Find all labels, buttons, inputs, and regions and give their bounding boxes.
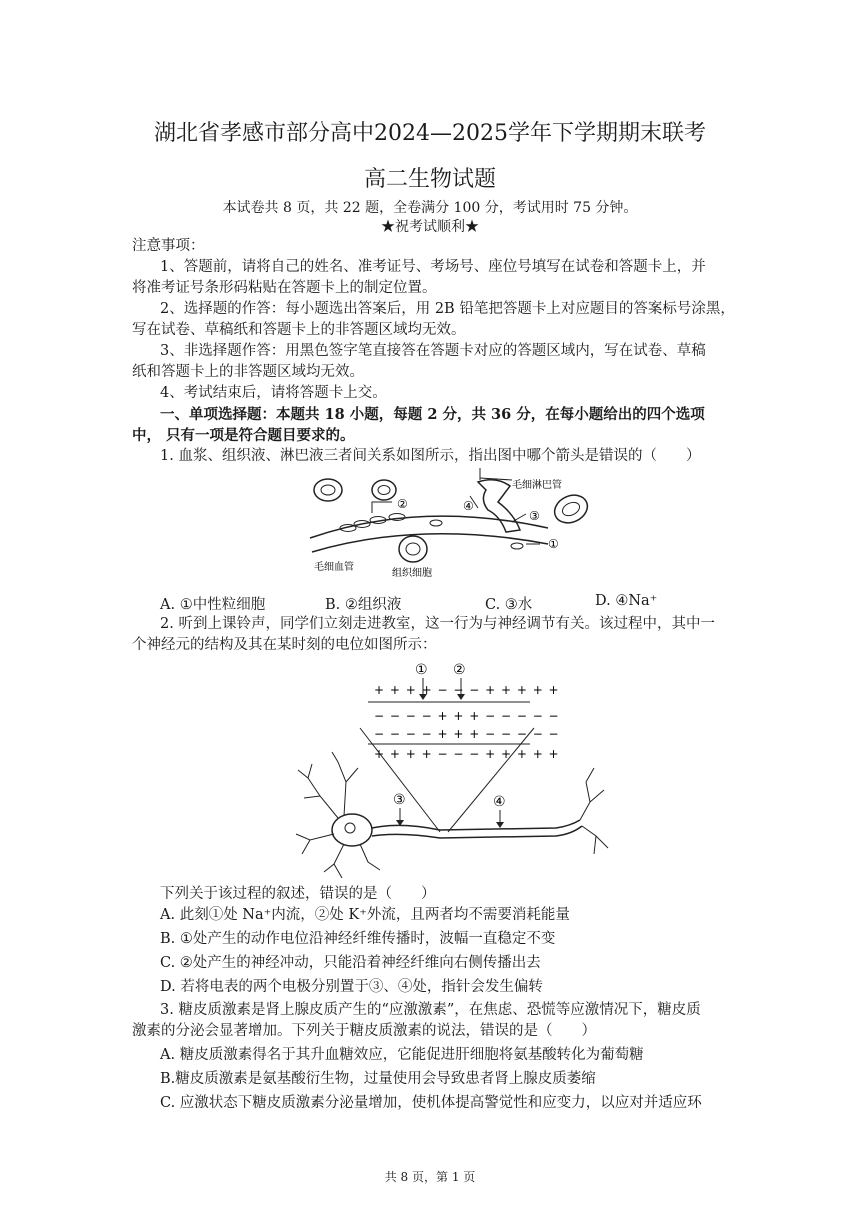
marker-4: ④	[493, 794, 506, 810]
marker-1: ①	[548, 537, 559, 551]
notice-item: 4、考试结束后，请将答题卡上交。	[160, 385, 387, 401]
section-heading-cont: 中， 只有一项是符合题目要求的。	[132, 427, 355, 444]
notice-item: 写在试卷、草稿纸和答题卡上的非答题区域均无效。	[132, 322, 466, 338]
page-footer: 共 8 页，第 1 页	[384, 1170, 476, 1184]
q2-option-b[interactable]: B. ①处产生的动作电位沿神经纤维传播时，波幅一直稳定不变	[160, 931, 556, 947]
exam-wish: ★祝考试顺利★	[381, 219, 479, 235]
blood-capillary-label: 毛细血管	[314, 562, 354, 573]
question-2-stem: 2. 听到上课铃声，同学们立刻走进教室，这一行为与神经调节有关。该过程中，其中一	[160, 616, 715, 632]
q1-option-c[interactable]: C. ③水	[485, 597, 533, 613]
notice-item: 2、选择题的作答：每小题选出答案后，用 2B 铅笔把答题卡上对应题目的答案标号涂黑，	[160, 301, 735, 317]
notice-item: 将准考证号条形码粘贴在答题卡上的制定位置。	[132, 280, 437, 296]
exam-info: 本试卷共 8 页，共 22 题，全卷满分 100 分，考试用时 75 分钟。	[222, 200, 638, 216]
exam-title: 湖北省孝感市部分高中2024—2025学年下学期期末联考	[154, 121, 706, 146]
q2-option-c[interactable]: C. ②处产生的神经冲动，只能沿着神经纤维向右侧传播出去	[160, 955, 541, 971]
notice-item: 1、答题前，请将自己的姓名、准考证号、考场号、座位号填写在试卷和答题卡上，并	[160, 259, 706, 275]
q1-option-a[interactable]: A. ①中性粒细胞	[160, 597, 266, 613]
q2-option-a[interactable]: A. 此刻①处 Na⁺内流，②处 K⁺外流，且两者均不需要消耗能量	[160, 907, 570, 923]
marker-3: ③	[529, 509, 540, 523]
charge-row-outer-top: + + + + − − − + + + + +	[374, 683, 560, 697]
question-3-stem-cont: 激素的分泌会显著增加。下列关于糖皮质激素的说法，错误的是（ ）	[132, 1023, 596, 1039]
marker-2: ②	[453, 662, 466, 678]
body-fluid-diagram	[300, 468, 600, 583]
section-heading: 一、单项选择题：本题共 18 小题，每题 2 分，共 36 分，在每小题给出的四个选项	[160, 406, 705, 423]
notice-item: 纸和答题卡上的非答题区域均无效。	[132, 364, 364, 380]
marker-3: ③	[393, 792, 406, 808]
lymph-capillary-label: 毛细淋巴管	[512, 480, 562, 491]
notice-heading: 注意事项：	[132, 238, 205, 254]
marker-1: ①	[415, 662, 428, 678]
question-2-stem-cont: 个神经元的结构及其在某时刻的电位如图所示：	[132, 637, 437, 653]
charge-row-inner-top: − − − − + + + − − − − −	[374, 709, 560, 723]
marker-2: ②	[397, 497, 408, 511]
page-title: 高二生物试题	[363, 167, 496, 192]
question-3-stem: 3. 糖皮质激素是肾上腺皮质产生的“应激激素”，在焦虑、恐慌等应激情况下，糖皮质	[160, 1002, 701, 1018]
notice-item: 3、非选择题作答：用黑色签字笔直接答在答题卡对应的答题区域内，写在试卷、草稿	[160, 343, 706, 359]
q2-option-d[interactable]: D. 若将电表的两个电极分别置于③、④处，指针会发生偏转	[160, 979, 543, 995]
question-2-ask: 下列关于该过程的叙述，错误的是（ ）	[160, 886, 436, 902]
charge-row-outer-bottom: + + + + − − − + + + + +	[374, 747, 560, 761]
q3-option-b[interactable]: B.糖皮质激素是氨基酸衍生物，过量使用会导致患者肾上腺皮质萎缩	[160, 1071, 596, 1087]
question-1-stem: 1. 血浆、组织液、淋巴液三者间关系如图所示，指出图中哪个箭头是错误的（ ）	[160, 448, 701, 464]
q3-option-c[interactable]: C. 应激状态下糖皮质激素分泌量增加，使机体提高警觉性和应变力，以应对并适应环	[160, 1095, 702, 1111]
q1-option-b[interactable]: B. ②组织液	[325, 597, 402, 613]
charge-row-inner-bottom: − − − − + + + − − − − −	[374, 727, 560, 741]
q1-option-d[interactable]: D. ④Na⁺	[595, 593, 658, 609]
marker-4: ④	[463, 499, 474, 513]
neuron-potential-diagram	[290, 658, 610, 880]
tissue-cell-label: 组织细胞	[392, 568, 432, 579]
q3-option-a[interactable]: A. 糖皮质激素得名于其升血糖效应，它能促进肝细胞将氨基酸转化为葡萄糖	[160, 1047, 644, 1063]
